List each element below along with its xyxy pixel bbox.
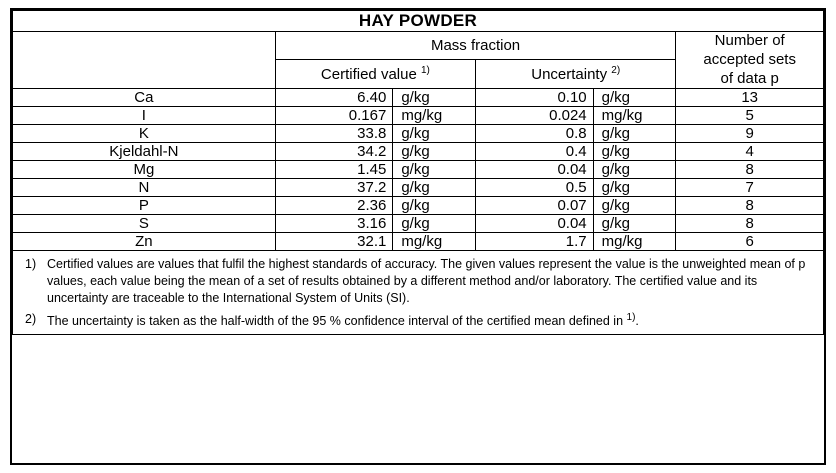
row-certified-value: 6.40 (275, 89, 393, 107)
row-accepted-sets: 8 (676, 161, 824, 179)
row-certified-unit: mg/kg (393, 233, 476, 251)
footnotes-row (13, 251, 824, 335)
row-element: N (13, 179, 276, 197)
row-element: Zn (13, 233, 276, 251)
table-row (13, 215, 824, 233)
row-uncertainty-value: 0.07 (476, 197, 594, 215)
title-row (13, 11, 824, 32)
row-uncertainty-value: 0.8 (476, 125, 594, 143)
footnotes (13, 251, 823, 334)
certified-values-table (12, 10, 824, 335)
accepted-sets-line-2: accepted sets (703, 50, 796, 68)
row-uncertainty-value: 0.04 (476, 215, 594, 233)
footnote-2-text (47, 311, 815, 330)
row-accepted-sets: 13 (676, 89, 824, 107)
row-certified-unit: g/kg (393, 197, 476, 215)
row-accepted-sets: 9 (676, 125, 824, 143)
row-certified-unit: g/kg (393, 125, 476, 143)
footnote-2-text-after: . (635, 314, 639, 329)
table-row (13, 197, 824, 215)
row-element: I (13, 107, 276, 125)
row-certified-value: 3.16 (275, 215, 393, 233)
footnote-1-marker: 1) (25, 257, 37, 272)
row-certified-unit: mg/kg (393, 107, 476, 125)
footnote-2-marker: 2) (25, 311, 37, 326)
row-uncertainty-unit: g/kg (593, 161, 676, 179)
row-accepted-sets: 5 (676, 107, 824, 125)
row-uncertainty-unit: g/kg (593, 89, 676, 107)
element-header-cell (13, 32, 276, 89)
row-certified-value: 2.36 (275, 197, 393, 215)
row-certified-value: 1.45 (275, 161, 393, 179)
row-uncertainty-unit: g/kg (593, 179, 676, 197)
row-uncertainty-value: 0.024 (476, 107, 594, 125)
row-accepted-sets: 8 (676, 215, 824, 233)
row-uncertainty-value: 0.5 (476, 179, 594, 197)
table-row (13, 143, 824, 161)
table-row (13, 89, 824, 107)
uncertainty-label: Uncertainty (531, 66, 608, 84)
row-accepted-sets: 7 (676, 179, 824, 197)
uncertainty-header (476, 59, 676, 88)
footnote-1 (21, 256, 815, 307)
uncertainty-footnote-marker: 2) (611, 65, 621, 77)
row-certified-value: 0.167 (275, 107, 393, 125)
row-uncertainty-unit: mg/kg (593, 107, 676, 125)
row-certified-unit: g/kg (393, 215, 476, 233)
row-certified-value: 34.2 (275, 143, 393, 161)
row-uncertainty-value: 1.7 (476, 233, 594, 251)
row-accepted-sets: 8 (676, 197, 824, 215)
footnotes-cell (13, 251, 824, 335)
row-element: Kjeldahl-N (13, 143, 276, 161)
page-title: HAY POWDER (13, 11, 824, 32)
row-uncertainty-unit: g/kg (593, 215, 676, 233)
certificate-frame (10, 8, 826, 465)
row-certified-value: 33.8 (275, 125, 393, 143)
footnote-2 (21, 311, 815, 330)
row-uncertainty-unit: g/kg (593, 125, 676, 143)
accepted-sets-line-1: Number of (714, 32, 785, 49)
row-uncertainty-unit: g/kg (593, 197, 676, 215)
table-row (13, 107, 824, 125)
table-row (13, 161, 824, 179)
row-accepted-sets: 6 (676, 233, 824, 251)
certified-value-footnote-marker: 1) (420, 65, 430, 77)
row-certified-value: 32.1 (275, 233, 393, 251)
mass-fraction-header: Mass fraction (275, 32, 676, 60)
row-uncertainty-value: 0.04 (476, 161, 594, 179)
table-row (13, 233, 824, 251)
row-accepted-sets: 4 (676, 143, 824, 161)
accepted-sets-line-3: of data p (720, 69, 779, 87)
row-uncertainty-unit: g/kg (593, 143, 676, 161)
row-element: Ca (13, 89, 276, 107)
certified-value-header (275, 59, 475, 88)
row-element: S (13, 215, 276, 233)
row-certified-value: 37.2 (275, 179, 393, 197)
row-certified-unit: g/kg (393, 161, 476, 179)
row-certified-unit: g/kg (393, 89, 476, 107)
table-row (13, 125, 824, 143)
row-uncertainty-value: 0.10 (476, 89, 594, 107)
row-element: P (13, 197, 276, 215)
row-certified-unit: g/kg (393, 179, 476, 197)
row-element: Mg (13, 161, 276, 179)
header-row-1 (13, 32, 824, 60)
row-uncertainty-unit: mg/kg (593, 233, 676, 251)
row-certified-unit: g/kg (393, 143, 476, 161)
footnote-2-text-before: The uncertainty is taken as the half-width of the 95 % confidence interval of the certified mean defined in (47, 314, 627, 329)
accepted-sets-header (676, 32, 824, 89)
certified-value-label: Certified value (320, 66, 417, 84)
footnote-1-text: Certified values are values that fulfil the highest standards of accuracy. The given values represent the value is the unweighted mean of p values, each value being the mean of a set of results obtained by a different method and/or laboratory. The certified value and its uncertainty are traceable to the International System of Units (SI). (47, 257, 806, 305)
table-row (13, 179, 824, 197)
footnote-2-reference-marker: 1) (626, 311, 636, 323)
row-element: K (13, 125, 276, 143)
row-uncertainty-value: 0.4 (476, 143, 594, 161)
